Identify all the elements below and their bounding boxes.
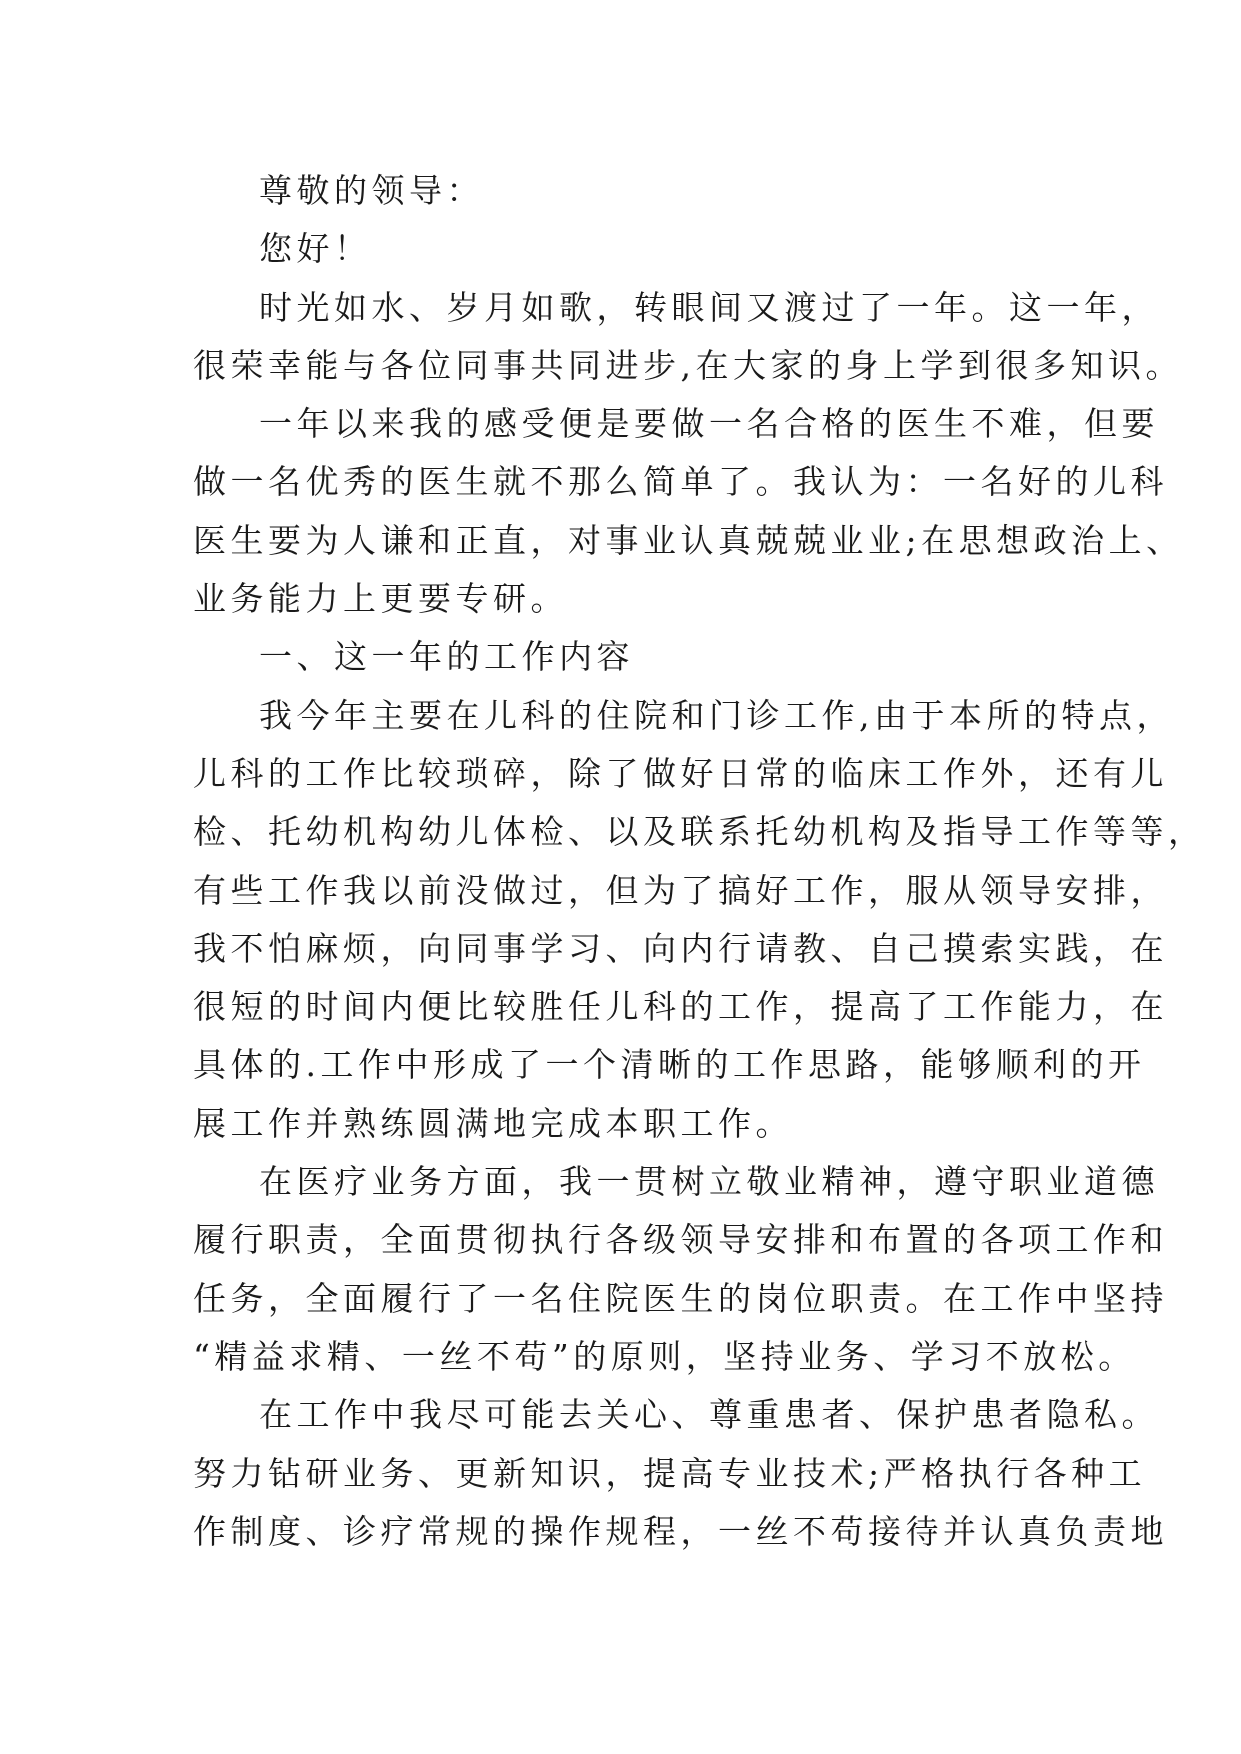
paragraph-line: 一年以来我的感受便是要做一名合格的医生不难，但要 bbox=[259, 404, 1159, 444]
paragraph-patient-care bbox=[193, 1386, 1168, 1561]
paragraph-line: 很荣幸能与各位同事共同进步,在大家的身上学到很多知识。 bbox=[193, 345, 1183, 385]
paragraph-line: 儿科的工作比较琐碎，除了做好日常的临床工作外，还有儿 bbox=[193, 753, 1168, 793]
paragraph-line: 具体的.工作中形成了一个清晰的工作思路，能够顺利的开 bbox=[193, 1045, 1146, 1085]
section-heading-line: 一、这一年的工作内容 bbox=[259, 637, 634, 677]
paragraph-line: 有些工作我以前没做过，但为了搞好工作，服从领导安排， bbox=[193, 870, 1168, 910]
paragraph-line: 任务，全面履行了一名住院医生的岗位职责。在工作中坚持 bbox=[193, 1278, 1168, 1318]
paragraph-line: 展工作并熟练圆满地完成本职工作。 bbox=[193, 1103, 793, 1143]
paragraph-line: 很短的时间内便比较胜任儿科的工作，提高了工作能力，在 bbox=[193, 987, 1168, 1027]
paragraph-line: 时光如水、岁月如歌，转眼间又渡过了一年。这一年， bbox=[259, 287, 1159, 327]
paragraph-line: 医生要为人谦和正直，对事业认真兢兢业业;在思想政治上、 bbox=[193, 520, 1184, 560]
section-heading bbox=[193, 628, 1073, 686]
paragraph-feelings bbox=[193, 395, 1184, 628]
salutation-line: 尊敬的领导： bbox=[259, 171, 484, 210]
paragraph-line: 作制度、诊疗常规的操作规程，一丝不苟接待并认真负责地 bbox=[193, 1511, 1168, 1551]
paragraph-line: “精益求精、一丝不苟”的原则，坚持业务、学习不放松。 bbox=[193, 1336, 1136, 1376]
paragraph-line: 检、托幼机构幼儿体检、以及联系托幼机构及指导工作等等， bbox=[193, 812, 1206, 852]
paragraph-line: 做一名优秀的医生就不那么简单了。我认为：一名好的儿科 bbox=[193, 462, 1168, 502]
salutation bbox=[193, 162, 1073, 220]
paragraph-intro bbox=[193, 279, 1183, 396]
greeting-line: 您好！ bbox=[259, 229, 372, 269]
paragraph-line: 我不怕麻烦，向同事学习、向内行请教、自己摸索实践，在 bbox=[193, 928, 1168, 968]
paragraph-line: 我今年主要在儿科的住院和门诊工作,由于本所的特点， bbox=[259, 695, 1174, 735]
paragraph-work-content bbox=[193, 687, 1206, 1153]
letter-body bbox=[193, 162, 1206, 1561]
paragraph-line: 在医疗业务方面，我一贯树立敬业精神，遵守职业道德 bbox=[259, 1162, 1159, 1202]
paragraph-line: 在工作中我尽可能去关心、尊重患者、保护患者隐私。 bbox=[259, 1395, 1159, 1435]
paragraph-line: 努力钻研业务、更新知识，提高专业技术;严格执行各种工 bbox=[193, 1453, 1147, 1493]
paragraph-line: 业务能力上更要专研。 bbox=[193, 579, 568, 619]
greeting bbox=[193, 220, 1073, 278]
paragraph-line: 履行职责，全面贯彻执行各级领导安排和布置的各项工作和 bbox=[193, 1220, 1168, 1260]
paragraph-medical-business bbox=[193, 1153, 1168, 1386]
